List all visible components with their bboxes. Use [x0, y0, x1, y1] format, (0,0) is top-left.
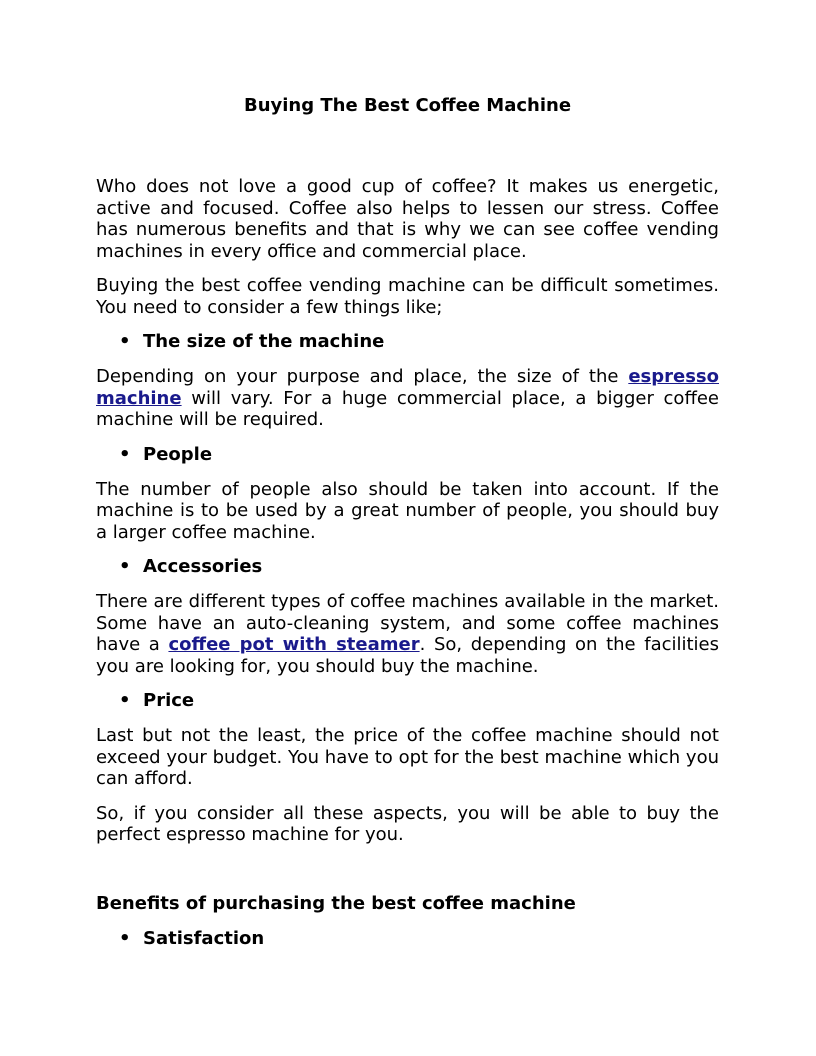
- paragraph-accessories-text-b: . So, depending on the facilities you are looking for, you should buy the machine.: [96, 634, 720, 677]
- paragraph-size-text-b: will vary. For a huge commercial place, a bigger coffee machine will be required.: [96, 387, 719, 430]
- bullet-dot: •: [119, 443, 131, 465]
- bullet-label-satisfaction: Satisfaction: [143, 927, 265, 949]
- bullet-satisfaction: [96, 928, 719, 950]
- espresso-machine-link[interactable]: espresso machine: [96, 366, 719, 409]
- paragraph-price: Last but not the least, the price of the coffee machine should not exceed your budget. You have to opt for the best machine which you can afford.: [96, 725, 719, 789]
- paragraph-conclusion: So, if you consider all these aspects, you will be able to buy the perfect espresso machine for you.: [96, 802, 719, 845]
- bullet-dot: •: [119, 556, 131, 577]
- bullet-price: [96, 690, 719, 712]
- bullet-label-price: Price: [143, 690, 195, 711]
- paragraph-considerations: Buying the best coffee vending machine can be difficult sometimes. You need to consider a few things like;: [96, 275, 719, 318]
- bullet-dot: •: [119, 331, 131, 352]
- paragraph-accessories: [96, 591, 719, 677]
- paragraph-accessories-text-a: There are different types of coffee machines available in the market. Some have an auto-cleaning system, and some coffee machines have a: [96, 591, 719, 655]
- bullet-dot: •: [119, 927, 131, 949]
- paragraph-size-text-a: Depending on your purpose and place, the size of the: [96, 366, 629, 387]
- section-heading-benefits: Benefits of purchasing the best coffee machine: [96, 892, 576, 914]
- paragraph-intro: Who does not love a good cup of coffee? It makes us energetic, active and focused. Coffee also helps to lessen our stress. Coffee has numerous benefits and that is why we can see coffee vending machines in every office and commercial place.: [96, 176, 719, 262]
- bullet-size: [96, 331, 719, 353]
- bullet-label-people: People: [143, 443, 213, 465]
- bullet-accessories: [96, 556, 719, 578]
- coffee-pot-with-steamer-link[interactable]: coffee pot with steamer: [168, 634, 420, 655]
- document-page: [96, 94, 719, 963]
- bullet-label-accessories: Accessories: [143, 556, 263, 577]
- bullet-dot: •: [119, 690, 131, 711]
- paragraph-size: [96, 366, 719, 431]
- page-title: Buying The Best Coffee Machine: [243, 95, 572, 116]
- bullet-people: [96, 444, 719, 466]
- bullet-label-size: The size of the machine: [143, 331, 385, 352]
- paragraph-people: The number of people also should be taken into account. If the machine is to be used by a great number of people, you should buy a larger coffee machine.: [96, 478, 719, 543]
